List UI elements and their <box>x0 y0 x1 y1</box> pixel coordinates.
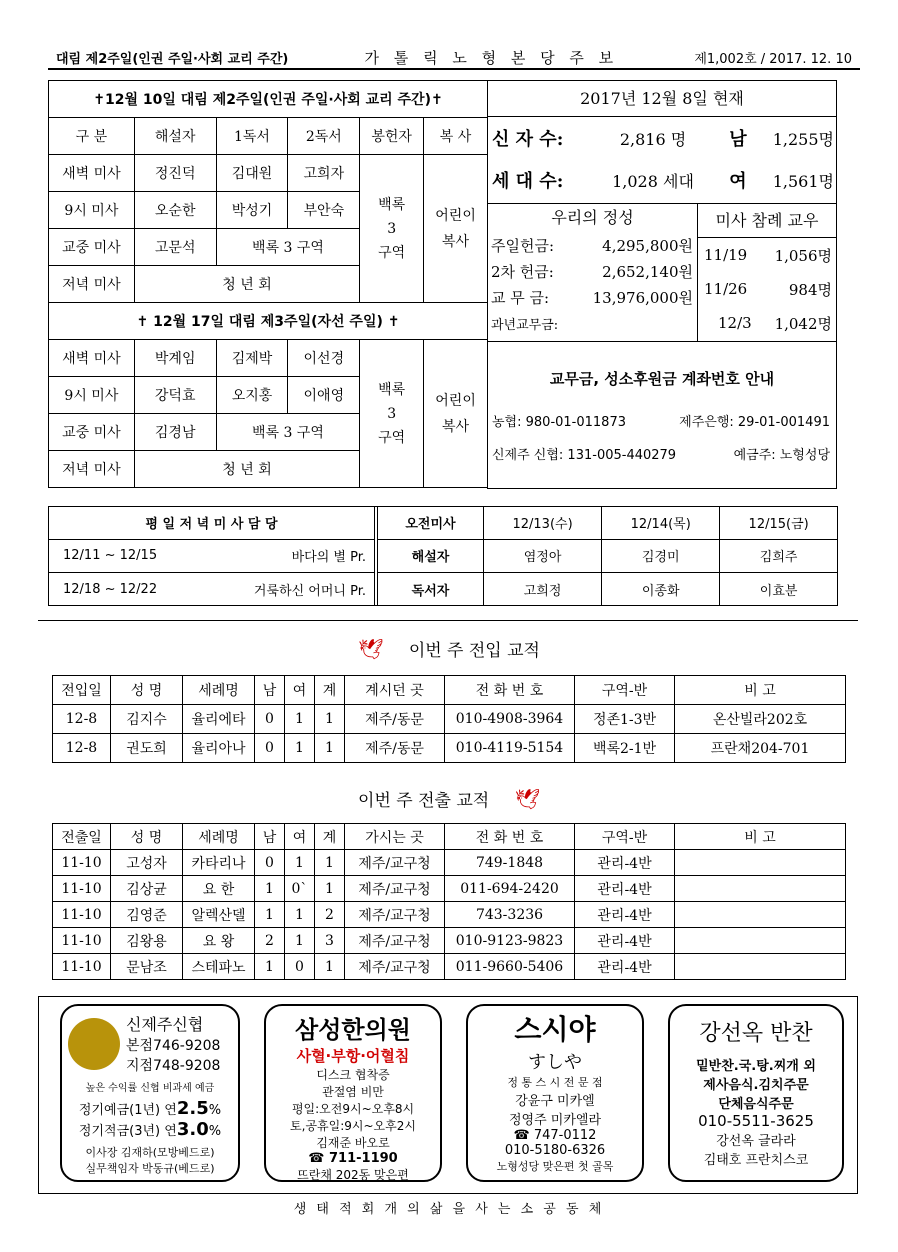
cell: 관리-4반 <box>575 850 675 876</box>
cell: 김영준 <box>111 902 183 928</box>
cell <box>675 876 846 902</box>
cell: 1 <box>285 850 315 876</box>
ad1-name: 신제주신협 <box>126 1015 204 1034</box>
shinhyup-logo-icon <box>68 1018 120 1070</box>
cell: 1 <box>285 705 315 734</box>
cell: 관리-4반 <box>575 902 675 928</box>
cell: 김경미 <box>602 539 720 572</box>
morning-day: 12/13(수) <box>484 507 602 539</box>
ad-shinhyup: 신제주신협 본점746-9208 지점748-9208 높은 수익률 신협 비과세 예금 정기예금(1년) 연2.5% 정기적금(3년) 연3.0% 이사장 김재하(모방베드로) 실무책임자 박동규(베드로) <box>60 1004 240 1182</box>
col-header: 구 분 <box>49 118 135 155</box>
attendance-date: 11/26 <box>704 280 748 298</box>
cell: 정진덕 <box>134 155 216 192</box>
cell: 0 <box>255 705 285 734</box>
week2-offering-group: 백록 3 구역 <box>360 340 424 488</box>
cell: 11-10 <box>53 850 111 876</box>
cell: 제주/동문 <box>345 705 445 734</box>
ad1-rate: 3.0 <box>176 1119 209 1140</box>
offering-value: 2,652,140원 <box>602 262 693 281</box>
ad4-name: 강선옥 반찬 <box>699 1021 813 1046</box>
col-header: 성 명 <box>111 676 183 705</box>
ad-samsung-clinic <box>264 1004 442 1182</box>
cell: 제주/교구청 <box>345 850 445 876</box>
ad4-line: 밑반찬.국.탕.찌개 외 <box>696 1059 816 1074</box>
col-header: 구역-반 <box>575 676 675 705</box>
transfer-out-title: 이번 주 전출 교적 <box>358 791 490 811</box>
page-header <box>48 46 860 70</box>
cell: 청 년 회 <box>134 451 359 488</box>
male-value: 1,255명 <box>772 129 834 149</box>
female-label: 여 <box>729 171 747 192</box>
morning-day: 12/14(목) <box>602 507 720 539</box>
cell: 프란채204-701 <box>675 734 846 763</box>
members-label: 신 자 수: <box>492 129 564 150</box>
cell: 요 한 <box>183 876 255 902</box>
offering-label: 2차 헌금: <box>491 262 554 281</box>
cell: 010-4908-3964 <box>445 705 575 734</box>
cell: 청 년 회 <box>134 266 359 303</box>
cell: 011-9660-5406 <box>445 954 575 980</box>
mass-label: 교중 미사 <box>49 229 135 266</box>
col-header: 남 <box>255 824 285 850</box>
week1-server-group: 어린이 복사 <box>424 155 488 303</box>
offering-box <box>488 204 698 341</box>
ad-sushiya <box>466 1004 644 1182</box>
col-header: 구역-반 <box>575 824 675 850</box>
attendance-title: 미사 참례 교우 <box>698 204 836 238</box>
cell: 부안숙 <box>288 192 360 229</box>
cell: 오지홍 <box>216 377 288 414</box>
cell: 김희주 <box>720 539 837 572</box>
cell: 2 <box>315 902 345 928</box>
transfer-out-heading <box>0 786 898 811</box>
cell: 오순한 <box>134 192 216 229</box>
cell: 1 <box>315 705 345 734</box>
cell: 권도희 <box>111 734 183 763</box>
ad1-line: 정기예금(1년) 연 <box>78 1103 177 1118</box>
col-header: 전 화 번 호 <box>445 676 575 705</box>
ad2-line: 김재준 바오로 <box>316 1136 390 1150</box>
stats-date: 2017년 12월 8일 현재 <box>488 81 836 117</box>
members-value: 2,816 명 <box>619 129 687 149</box>
ad3-phone: ☎ 747-0112 <box>513 1128 597 1143</box>
cell: 관리-4반 <box>575 954 675 980</box>
cell: 제주/교구청 <box>345 954 445 980</box>
morning-day: 12/15(금) <box>720 507 837 539</box>
week2-title: ✝ 12월 17일 대림 제3주일(자선 주일) ✝ <box>49 303 488 340</box>
morning-role: 해설자 <box>378 539 484 572</box>
cell: 율리아나 <box>183 734 255 763</box>
offering-value: 4,295,800원 <box>602 236 693 255</box>
col-header: 비 고 <box>675 824 846 850</box>
cell: 011-694-2420 <box>445 876 575 902</box>
cell <box>675 954 846 980</box>
ad3-name: 스시야 <box>514 1013 596 1046</box>
ad3-jp: すしや <box>528 1052 582 1073</box>
header-liturgical-week: 대림 제2주일(인권 주일·사회 교리 주간) <box>56 51 289 67</box>
col-header: 성 명 <box>111 824 183 850</box>
ad1-line: 지점748-9208 <box>126 1058 221 1074</box>
cell: 강덕효 <box>134 377 216 414</box>
ad4-line: 단체음식주문 <box>718 1097 794 1112</box>
ad2-line: 토,공휴일:9시~오후2시 <box>290 1119 416 1133</box>
cell: 제주/동문 <box>345 734 445 763</box>
account-title: 교무금, 성소후원금 계좌번호 안내 <box>549 370 775 388</box>
cell: 1 <box>255 876 285 902</box>
ad4-line: 강선옥 글라라 <box>716 1134 796 1149</box>
col-header: 2독서 <box>288 118 360 155</box>
cell: 카타리나 <box>183 850 255 876</box>
transfer-in-table <box>52 675 846 763</box>
col-header: 남 <box>255 676 285 705</box>
attendance-date: 12/3 <box>718 314 752 332</box>
mass-label: 새벽 미사 <box>49 155 135 192</box>
mass-label: 새벽 미사 <box>49 340 135 377</box>
header-issue: 제1,002호 / 2017. 12. 10 <box>694 51 852 67</box>
cell: 11-10 <box>53 954 111 980</box>
transfer-out-table <box>52 823 846 980</box>
cell <box>675 928 846 954</box>
week2-server-group: 어린이 복사 <box>424 340 488 488</box>
evening-title: 평 일 저 녁 미 사 담 당 <box>49 507 375 539</box>
transfer-in-title: 이번 주 전입 교적 <box>408 641 540 661</box>
evening-group: 거룩하신 어머니 Pr. <box>203 573 375 605</box>
evening-group: 바다의 별 Pr. <box>203 539 375 572</box>
account-nonghyup: 농협: 980-01-011873 <box>492 415 626 430</box>
cell: 이종화 <box>602 573 720 605</box>
week1-title: ✝12월 10일 대림 제2주일(인권 주일·사회 교리 주간)✝ <box>49 81 488 118</box>
mass-label: 9시 미사 <box>49 377 135 414</box>
attendance-count: 984명 <box>788 280 832 299</box>
page-footer-motto: 생 태 적 회 개 의 삶 을 사 는 소 공 동 체 <box>293 1202 605 1217</box>
week1-offering-group: 백록 3 구역 <box>360 155 424 303</box>
cell: 관리-4반 <box>575 876 675 902</box>
cell: 염정아 <box>484 539 602 572</box>
cell: 0 <box>255 850 285 876</box>
col-header: 전 화 번 호 <box>445 824 575 850</box>
cell: 스테파노 <box>183 954 255 980</box>
ad4-line: 제사음식.김치주문 <box>703 1078 809 1093</box>
cell: 요 왕 <box>183 928 255 954</box>
col-header: 세례명 <box>183 824 255 850</box>
cell: 제주/교구청 <box>345 902 445 928</box>
ad3-phone: 010-5180-6326 <box>504 1143 606 1158</box>
cell: 1 <box>255 902 285 928</box>
cell: 2 <box>255 928 285 954</box>
attendance-count: 1,056명 <box>774 246 832 265</box>
ad1-line: 본점746-9208 <box>126 1038 221 1054</box>
ad2-line: 관절염 비만 <box>322 1085 384 1099</box>
cell: 고성자 <box>111 850 183 876</box>
ad2-line: 평일:오전9시~오후8시 <box>291 1102 415 1116</box>
header-bulletin-title: 가 톨 릭 노 형 본 당 주 보 <box>364 48 619 67</box>
ad1-line: 실무책임자 박동규(베드로) <box>85 1162 215 1175</box>
dove-icon: 🕊 <box>514 787 540 811</box>
cell: 010-9123-9823 <box>445 928 575 954</box>
cell: 고희자 <box>288 155 360 192</box>
col-header: 여 <box>285 676 315 705</box>
cell: 0 <box>285 954 315 980</box>
cell: 0 <box>255 734 285 763</box>
cell: 백록 3 구역 <box>216 229 360 266</box>
col-header: 세례명 <box>183 676 255 705</box>
col-header: 해설자 <box>134 118 216 155</box>
female-value: 1,561명 <box>772 171 834 191</box>
cell: 11-10 <box>53 928 111 954</box>
ad3-line: 정 통 스 시 전 문 점 <box>507 1076 603 1089</box>
cell: 1 <box>285 928 315 954</box>
households-value: 1,028 세대 <box>612 171 694 191</box>
section-divider <box>38 620 858 621</box>
account-info <box>487 341 837 489</box>
cell: 749-1848 <box>445 850 575 876</box>
offering-label: 과년교무금: <box>491 317 559 333</box>
col-header: 1독서 <box>216 118 288 155</box>
cell: 12-8 <box>53 705 111 734</box>
cell: 박계임 <box>134 340 216 377</box>
cell: 11-10 <box>53 876 111 902</box>
ad1-line: 정기적금(3년) 연 <box>78 1124 177 1139</box>
col-header: 봉헌자 <box>360 118 424 155</box>
offering-title: 우리의 정성 <box>551 208 634 227</box>
col-header: 복 사 <box>424 118 488 155</box>
cell: 010-4119-5154 <box>445 734 575 763</box>
cell: 1 <box>255 954 285 980</box>
cell: 정존1-3반 <box>575 705 675 734</box>
cell: 문남조 <box>111 954 183 980</box>
offering-value: 13,976,000원 <box>592 288 693 307</box>
cell: 백록 3 구역 <box>216 414 360 451</box>
attendance-date: 11/19 <box>704 246 748 264</box>
households-label: 세 대 수: <box>492 171 564 192</box>
offering-label: 교 무 금: <box>491 288 550 307</box>
col-header: 여 <box>285 824 315 850</box>
cell: 제주/교구청 <box>345 876 445 902</box>
ad1-line: 이사장 김재하(모방베드로) <box>85 1146 215 1159</box>
ad3-line: 노형성당 맞은편 첫 골목 <box>496 1160 614 1173</box>
cell: 1 <box>315 850 345 876</box>
ad2-sub: 사혈·부항·어혈침 <box>296 1047 410 1065</box>
cell: 김지수 <box>111 705 183 734</box>
col-header: 전입일 <box>53 676 111 705</box>
cell: 김상균 <box>111 876 183 902</box>
ad2-phone: ☎ 711-1190 <box>308 1151 398 1166</box>
account-jeju-bank: 제주은행: 29-01-001491 <box>679 415 830 430</box>
mass-label: 저녁 미사 <box>49 451 135 488</box>
cell <box>675 850 846 876</box>
cell: 이선경 <box>288 340 360 377</box>
mass-label: 교중 미사 <box>49 414 135 451</box>
cell: 백록2-1반 <box>575 734 675 763</box>
morning-mass-table <box>377 507 837 605</box>
cell: 11-10 <box>53 902 111 928</box>
mass-schedule-table <box>48 80 488 488</box>
cell: 김제박 <box>216 340 288 377</box>
morning-role: 독서자 <box>378 573 484 605</box>
cell: 고희정 <box>484 573 602 605</box>
cell: 알렉산델 <box>183 902 255 928</box>
cell: 1 <box>315 954 345 980</box>
cell: 12-8 <box>53 734 111 763</box>
cell: 이효분 <box>720 573 837 605</box>
cell: 743-3236 <box>445 902 575 928</box>
offering-label: 주일헌금: <box>491 236 555 255</box>
col-header: 계 <box>315 676 345 705</box>
evening-period: 12/11 ~ 12/15 <box>49 539 203 572</box>
cell: 관리-4반 <box>575 928 675 954</box>
cell: 김경남 <box>134 414 216 451</box>
ad4-phone: 010-5511-3625 <box>698 1112 814 1130</box>
cell: 제주/교구청 <box>345 928 445 954</box>
cell: 1 <box>285 734 315 763</box>
cell: 고문석 <box>134 229 216 266</box>
col-header: 계시던 곳 <box>345 676 445 705</box>
col-header: 계 <box>315 824 345 850</box>
cell: 3 <box>315 928 345 954</box>
attendance-count: 1,042명 <box>774 314 832 333</box>
cell: 김왕용 <box>111 928 183 954</box>
ad2-line: 뜨란채 202동 맞은편 <box>297 1168 409 1182</box>
ad1-line: 높은 수익률 신협 비과세 예금 <box>85 1083 215 1094</box>
cell: 1 <box>315 734 345 763</box>
attendance-box <box>698 204 836 341</box>
weekday-mass-section <box>48 506 838 606</box>
cell: 이애영 <box>288 377 360 414</box>
cell <box>675 902 846 928</box>
ad3-line: 정영주 미카엘라 <box>508 1113 602 1128</box>
mass-label: 9시 미사 <box>49 192 135 229</box>
dove-icon: 🕊 <box>358 637 384 661</box>
account-holder: 예금주: 노형성당 <box>733 448 830 463</box>
ad-side-dishes <box>668 1004 844 1182</box>
mass-label: 저녁 미사 <box>49 266 135 303</box>
ad4-line: 김태호 프란치스코 <box>703 1153 809 1168</box>
cell: 율리에타 <box>183 705 255 734</box>
evening-period: 12/18 ~ 12/22 <box>49 573 203 605</box>
stats-panel <box>487 80 837 342</box>
cell: 1 <box>285 902 315 928</box>
evening-mass-table <box>49 507 375 605</box>
cell: 김대원 <box>216 155 288 192</box>
col-header: 가시는 곳 <box>345 824 445 850</box>
ad1-rate: 2.5 <box>176 1098 209 1119</box>
cell: 온산빌라202호 <box>675 705 846 734</box>
ad3-line: 강윤구 미카엘 <box>515 1094 595 1109</box>
cell: 1 <box>315 876 345 902</box>
cell: 0` <box>285 876 315 902</box>
account-shinhyup: 신제주 신협: 131-005-440279 <box>492 448 677 463</box>
col-header: 전출일 <box>53 824 111 850</box>
transfer-in-heading <box>0 636 898 661</box>
male-label: 남 <box>729 129 747 150</box>
morning-title: 오전미사 <box>378 507 484 539</box>
col-header: 비 고 <box>675 676 846 705</box>
cell: 박성기 <box>216 192 288 229</box>
ad2-name: 삼성한의원 <box>295 1016 411 1044</box>
ad2-line: 디스크 협착증 <box>316 1068 390 1082</box>
